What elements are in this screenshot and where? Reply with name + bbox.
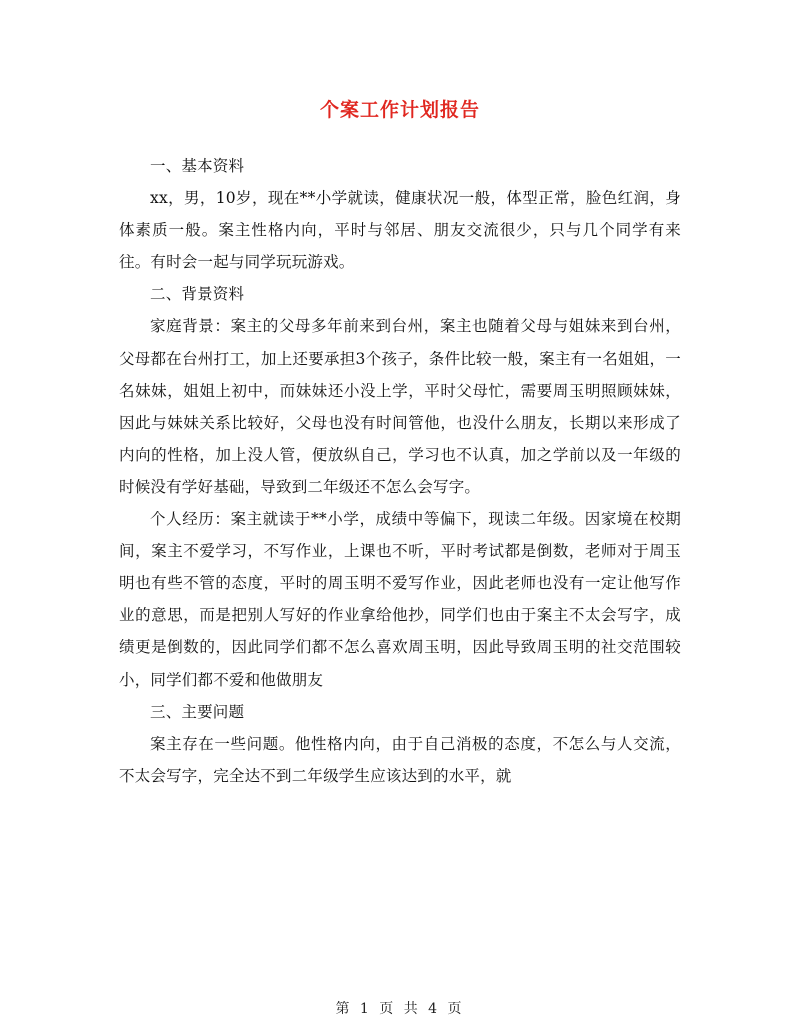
document-title: 个案工作计划报告 [319, 99, 480, 121]
paragraph-basic-info: xx，男，10岁，现在**小学就读，健康状况一般，体型正常，脸色红润，身体素质一般。案主性格内向，平时与邻居、朋友交流很少，只与几个同学有来往。有时会一起与同学玩玩游戏。 [119, 189, 681, 272]
section-heading-basic-info: 一、基本资料 [150, 157, 245, 175]
document-body [119, 150, 681, 792]
section-heading-background: 二、背景资料 [150, 285, 245, 304]
paragraph-family-background: 家庭背景：案主的父母多年前来到台州，案主也随着父母与姐妹来到台州，父母都在台州打工，加上还要承担3个孩子，条件比较一般，案主有一名姐姐，一名妹妹，姐姐上初中，而妹妹还小没上学，平时父母忙，需要周玉明照顾妹妹，因此与妹妹关系比较好，父母也没有时间管他，也没什么朋友，长期以来形成了内向的性格，加上没人管，便放纵自己，学习也不认真，加之学前以及一年级的时候没有学好基础，导致到二年级还不怎么会写字。 [119, 317, 681, 496]
paragraph-personal-history: 个人经历：案主就读于**小学，成绩中等偏下，现读二年级。因家境在校期间，案主不爱学习，不写作业，上课也不听，平时考试都是倒数，老师对于周玉明也有些不管的态度，平时的周玉明不爱写作业，因此老师也没有一定让他写作业的意思，而是把别人写好的作业拿给他抄，同学们也由于案主不太会写字，成绩更是倒数的，因此同学们都不怎么喜欢周玉明，因此导致周玉明的社交范围较小，同学们都不爱和他做朋友 [119, 510, 681, 689]
page-number: 第 1 页 共 4 页 [335, 1001, 465, 1017]
section-heading-main-problems: 三、主要问题 [150, 702, 245, 721]
paragraph-main-problems: 案主存在一些问题。他性格内向，由于自己消极的态度，不怎么与人交流，不太会写字，完全达不到二年级学生应该达到的水平，就 [119, 734, 681, 785]
